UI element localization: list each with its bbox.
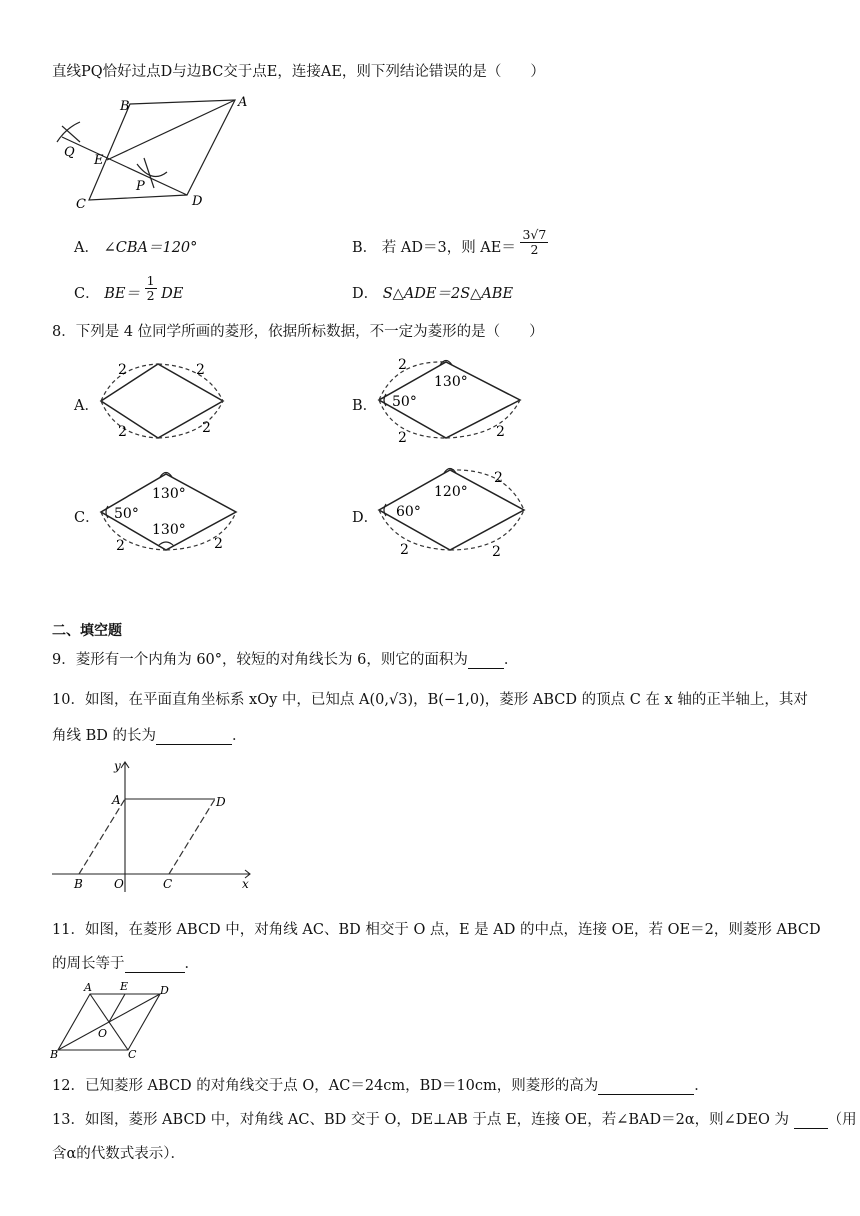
q11-end: ． xyxy=(184,956,199,972)
q10-label-A: A xyxy=(112,793,121,807)
answer-blank[interactable] xyxy=(156,730,232,745)
q8c-angle: 50° xyxy=(114,506,139,522)
q7-label-B: B xyxy=(120,99,130,114)
q8-figure-a xyxy=(96,356,236,446)
q10-label-O: O xyxy=(114,877,124,891)
q8a-label: 2 xyxy=(118,362,127,378)
q11-figure xyxy=(50,980,180,1060)
q7-label-C: C xyxy=(76,197,86,212)
q8a-label: 2 xyxy=(118,424,127,440)
q10-label-B: B xyxy=(74,877,83,891)
q11-label-E: E xyxy=(120,980,129,993)
q8a-label: 2 xyxy=(196,362,205,378)
q8c-label: 2 xyxy=(214,536,223,552)
q7-figure xyxy=(52,92,262,212)
q10-figure xyxy=(50,756,260,896)
q11-line2 xyxy=(52,952,199,973)
q12-end: ． xyxy=(694,1078,709,1094)
option-text-tail: DE xyxy=(161,286,184,302)
frac-denominator: 2 xyxy=(146,287,155,303)
option-letter: C． xyxy=(74,286,100,302)
q10-end: ． xyxy=(232,728,247,744)
q10-axis-y: y xyxy=(114,759,121,773)
q9-end: ． xyxy=(503,652,519,668)
frac-denominator: 2 xyxy=(530,241,539,257)
q9-text xyxy=(52,648,518,669)
answer-blank[interactable] xyxy=(794,1114,828,1129)
q8c-label: 2 xyxy=(116,538,125,554)
q11-label-C: C xyxy=(128,1048,137,1060)
q11-label-A: A xyxy=(84,981,92,994)
q11-label-O: O xyxy=(98,1027,108,1040)
q8c-angle: 130° xyxy=(152,486,186,502)
q11-label-D: D xyxy=(160,984,169,997)
q8d-angle: 120° xyxy=(434,484,468,500)
q10-line2 xyxy=(52,724,247,745)
q7-option-a[interactable] xyxy=(74,236,197,257)
q8c-angle: 130° xyxy=(152,522,186,538)
q8d-label: 2 xyxy=(492,544,501,560)
frac-numerator: 1 xyxy=(146,272,155,288)
q8d-label: 2 xyxy=(400,542,409,558)
answer-blank[interactable] xyxy=(598,1080,694,1095)
answer-blank[interactable] xyxy=(125,958,185,973)
q11-line1: 11．如图，在菱形 ABCD 中，对角线 AC、BD 相交于 O 点，E 是 AD 的中点，连接 OE，若 OE＝2，则菱形 ABCD xyxy=(52,922,821,938)
q10-line1: 10．如图，在平面直角坐标系 xOy 中，已知点 A(0,√3)，B(−1,0)，菱形 ABCD 的顶点 C 在 x 轴的正半轴上，其对 xyxy=(52,692,808,708)
q10-label-C: C xyxy=(163,877,173,891)
q10-label-D: D xyxy=(216,795,226,809)
option-text: ∠CBA＝120° xyxy=(103,240,198,256)
q11-label-B: B xyxy=(50,1048,59,1060)
q13-tail: （用 xyxy=(827,1112,857,1128)
q8-option-c-letter[interactable]: C． xyxy=(74,510,100,526)
q8-figure-c xyxy=(96,468,246,558)
q9-body: 9．菱形有一个内角为 60°，较短的对角线长为 6，则它的面积为 xyxy=(52,652,468,668)
option-letter: A． xyxy=(74,240,99,256)
section-heading: 二、填空题 xyxy=(52,623,122,639)
frac-numerator: 3√7 xyxy=(522,226,547,242)
q12-text xyxy=(52,1074,709,1095)
q7-label-P: P xyxy=(136,179,145,194)
q10-body: 角线 BD 的长为 xyxy=(52,728,156,744)
option-text: BE＝ xyxy=(104,286,140,302)
option-letter: D． xyxy=(352,286,379,302)
q7-label-A: A xyxy=(238,95,248,110)
q13-body: 13．如图，菱形 ABCD 中，对角线 AC、BD 交于 O，DE⊥AB 于点 E，连接 OE，若∠BAD＝2α，则∠DEO 为 xyxy=(52,1112,789,1128)
q8-option-a-letter[interactable]: A． xyxy=(74,398,99,414)
option-letter: B． xyxy=(352,240,378,256)
option-text: S△ADE＝2S△ABE xyxy=(382,286,514,302)
q7-label-Q: Q xyxy=(64,145,75,160)
q10-axis-x: x xyxy=(242,877,249,891)
q7-option-b[interactable] xyxy=(352,226,548,257)
q8b-label: 2 xyxy=(398,357,407,373)
q7-option-d[interactable] xyxy=(352,282,513,303)
q7-stem: 直线PQ恰好过点D与边BC交于点E，连接AE，则下列结论错误的是（ ） xyxy=(52,64,545,80)
q8-stem: 8．下列是 4 位同学所画的菱形，依据所标数据，不一定为菱形的是（ ） xyxy=(52,324,544,340)
q8b-label: 2 xyxy=(398,430,407,446)
answer-blank[interactable] xyxy=(468,654,504,669)
q8d-angle: 60° xyxy=(396,504,421,520)
q8d-label: 2 xyxy=(494,470,503,486)
q12-body: 12．已知菱形 ABCD 的对角线交于点 O，AC＝24cm，BD＝10cm，则菱形的高为 xyxy=(52,1078,599,1094)
q8-option-d-letter[interactable]: D． xyxy=(352,510,379,526)
q8b-angle: 50° xyxy=(392,394,417,410)
q7-option-c[interactable] xyxy=(74,272,184,303)
q8-option-b-letter[interactable]: B． xyxy=(352,398,378,414)
q7-label-E: E xyxy=(94,153,104,168)
q8b-label: 2 xyxy=(496,424,505,440)
q13-line2: 含α的代数式表示）． xyxy=(52,1146,186,1162)
q8b-angle: 130° xyxy=(434,374,468,390)
q8-figure-d xyxy=(374,464,530,560)
option-text: 若 AD＝3，则 AE＝ xyxy=(381,240,516,256)
q7-label-D: D xyxy=(192,194,203,209)
q8-figure-b xyxy=(374,354,526,446)
q11-body: 的周长等于 xyxy=(52,956,125,972)
q13-line1 xyxy=(52,1108,857,1129)
q8a-label: 2 xyxy=(202,420,211,436)
